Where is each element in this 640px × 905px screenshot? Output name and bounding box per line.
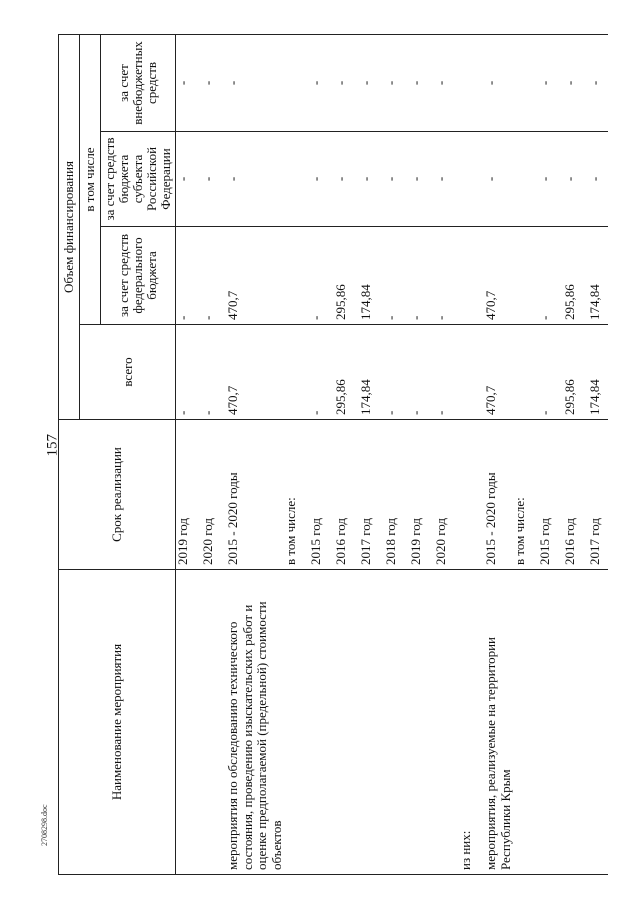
cell-total: [284, 325, 309, 420]
cell-extra: -: [226, 34, 284, 131]
table-row: [434, 34, 459, 874]
table-row: [588, 34, 608, 874]
header-name: Наименование мероприятия: [59, 570, 176, 875]
cell-term: 2015 - 2020 годы: [226, 420, 284, 570]
table-row: [359, 34, 384, 874]
table-row: [384, 34, 409, 874]
cell-name: [201, 570, 226, 875]
cell-federal: 295,86: [563, 227, 588, 325]
cell-name: [409, 570, 434, 875]
cell-term: 2015 год: [538, 420, 563, 570]
table-row: [201, 34, 226, 874]
header-federal: за счет средств федерального бюджета: [101, 227, 176, 325]
cell-term: 2016 год: [563, 420, 588, 570]
table-row: [309, 34, 334, 874]
cell-extra: -: [484, 34, 513, 131]
cell-extra: -: [309, 34, 334, 131]
cell-extra: -: [563, 34, 588, 131]
cell-name: [309, 570, 334, 875]
cell-extra: -: [588, 34, 608, 131]
cell-federal: [459, 227, 484, 325]
cell-total: -: [434, 325, 459, 420]
cell-regional: -: [484, 132, 513, 227]
cell-federal: [284, 227, 309, 325]
cell-federal: -: [384, 227, 409, 325]
cell-total: -: [309, 325, 334, 420]
cell-extra: [284, 34, 309, 131]
cell-regional: -: [226, 132, 284, 227]
table-row: [176, 34, 202, 874]
table-row: [513, 34, 538, 874]
cell-regional: -: [309, 132, 334, 227]
cell-total: 470,7: [226, 325, 284, 420]
cell-term: 2019 год: [176, 420, 202, 570]
cell-term: в том числе:: [513, 420, 538, 570]
cell-federal: -: [409, 227, 434, 325]
cell-regional: -: [384, 132, 409, 227]
cell-regional: -: [563, 132, 588, 227]
cell-extra: -: [359, 34, 384, 131]
cell-name: [434, 570, 459, 875]
cell-regional: -: [409, 132, 434, 227]
cell-federal: -: [201, 227, 226, 325]
cell-term: 2017 год: [588, 420, 608, 570]
cell-term: 2016 год: [334, 420, 359, 570]
cell-total: -: [538, 325, 563, 420]
cell-extra: -: [176, 34, 202, 131]
cell-regional: [459, 132, 484, 227]
header-including: в том числе: [80, 34, 101, 324]
header-term: Срок реализации: [59, 420, 176, 570]
cell-regional: [513, 132, 538, 227]
cell-total: -: [201, 325, 226, 420]
footer-file-name: 2708298.doc: [40, 804, 49, 846]
cell-federal: 174,84: [359, 227, 384, 325]
cell-regional: -: [201, 132, 226, 227]
cell-federal: -: [176, 227, 202, 325]
cell-federal: 470,7: [484, 227, 513, 325]
cell-total: 295,86: [334, 325, 359, 420]
cell-extra: [459, 34, 484, 131]
page-number: 157: [44, 434, 61, 457]
cell-name: мероприятия, реализуемые на территории Республики Крым: [484, 570, 513, 875]
cell-federal: 470,7: [226, 227, 284, 325]
cell-extra: -: [201, 34, 226, 131]
cell-total: 174,84: [588, 325, 608, 420]
cell-total: -: [176, 325, 202, 420]
cell-federal: [513, 227, 538, 325]
cell-name: [538, 570, 563, 875]
cell-name: [284, 570, 309, 875]
cell-name: [359, 570, 384, 875]
cell-regional: -: [434, 132, 459, 227]
table-row: [484, 34, 513, 874]
cell-term: 2020 год: [201, 420, 226, 570]
header-regional: за счет средств бюджета субъекта Российской Федерации: [101, 132, 176, 227]
cell-total: -: [384, 325, 409, 420]
cell-name: [384, 570, 409, 875]
cell-total: [459, 325, 484, 420]
cell-total: 295,86: [563, 325, 588, 420]
cell-extra: -: [409, 34, 434, 131]
cell-name: [513, 570, 538, 875]
cell-term: 2015 - 2020 годы: [484, 420, 513, 570]
header-total: всего: [80, 325, 176, 420]
table-row: [459, 34, 484, 874]
table-row: [226, 34, 284, 874]
table-body: [176, 34, 609, 874]
cell-federal: 295,86: [334, 227, 359, 325]
cell-name: [563, 570, 588, 875]
cell-regional: -: [588, 132, 608, 227]
cell-federal: -: [538, 227, 563, 325]
cell-federal: -: [434, 227, 459, 325]
cell-name: [334, 570, 359, 875]
cell-total: 174,84: [359, 325, 384, 420]
cell-term: [459, 420, 484, 570]
cell-name: мероприятия по обследованию технического состояния, проведению изыскательских работ и оценке предполагаемой (предельной) стоимости объектов: [226, 570, 284, 875]
cell-term: 2019 год: [409, 420, 434, 570]
cell-regional: [284, 132, 309, 227]
funding-table: [58, 34, 608, 875]
table-row: [334, 34, 359, 874]
cell-term: 2018 год: [384, 420, 409, 570]
cell-extra: [513, 34, 538, 131]
cell-federal: -: [309, 227, 334, 325]
table-row: [538, 34, 563, 874]
cell-extra: -: [384, 34, 409, 131]
header-extrabudget: за счет внебюджетных средств: [101, 34, 176, 131]
cell-total: 470,7: [484, 325, 513, 420]
cell-regional: -: [359, 132, 384, 227]
cell-term: 2020 год: [434, 420, 459, 570]
cell-name: из них:: [459, 570, 484, 875]
header-funding: Объем финансирования: [59, 34, 80, 419]
table-row: [284, 34, 309, 874]
cell-regional: -: [334, 132, 359, 227]
cell-federal: 174,84: [588, 227, 608, 325]
cell-total: -: [409, 325, 434, 420]
table-row: [563, 34, 588, 874]
cell-name: [588, 570, 608, 875]
cell-term: 2015 год: [309, 420, 334, 570]
cell-extra: -: [434, 34, 459, 131]
cell-extra: -: [334, 34, 359, 131]
cell-total: [513, 325, 538, 420]
cell-regional: -: [176, 132, 202, 227]
cell-extra: -: [538, 34, 563, 131]
cell-regional: -: [538, 132, 563, 227]
cell-term: 2017 год: [359, 420, 384, 570]
cell-name: [176, 570, 202, 875]
cell-term: в том числе:: [284, 420, 309, 570]
funding-table-sheet: [58, 35, 602, 875]
table-row: [409, 34, 434, 874]
